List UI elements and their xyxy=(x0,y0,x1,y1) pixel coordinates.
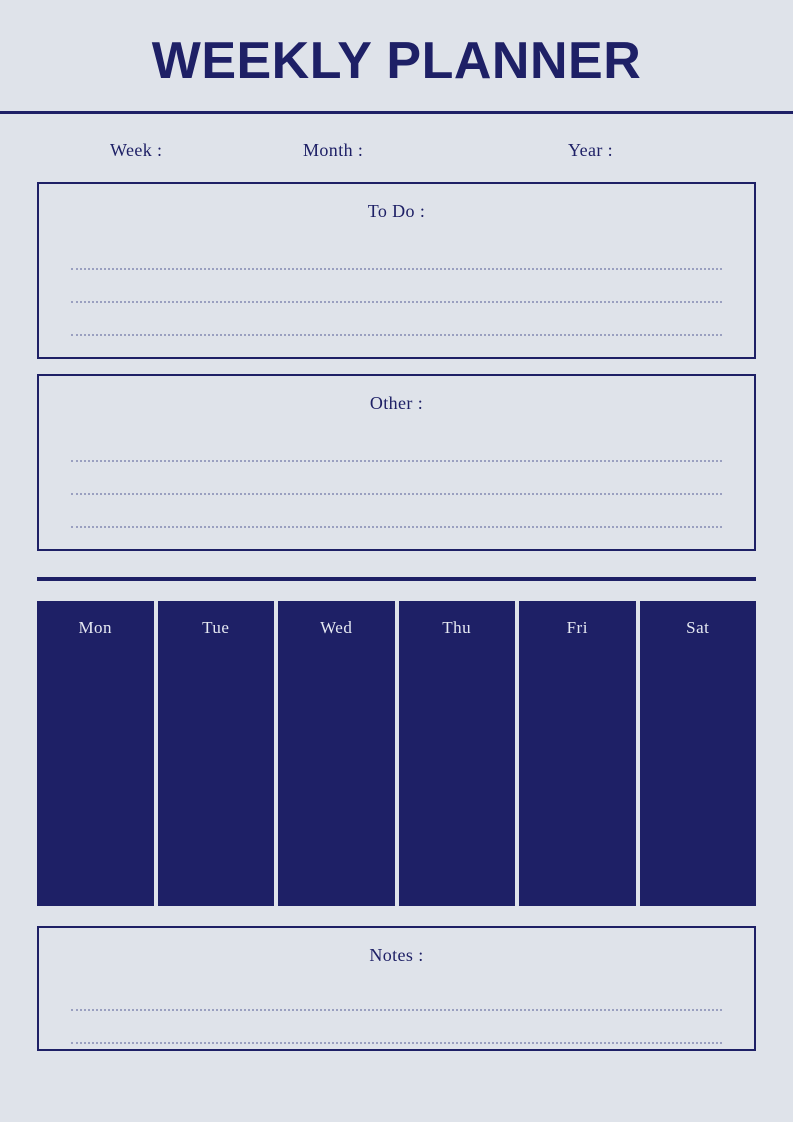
day-label: Thu xyxy=(442,617,472,637)
other-lines[interactable] xyxy=(39,414,754,528)
day-label: Sat xyxy=(686,617,710,637)
month-label: Month : xyxy=(303,139,364,160)
section-divider xyxy=(37,577,756,581)
day-label: Mon xyxy=(78,617,113,637)
write-line[interactable] xyxy=(71,1011,722,1044)
write-line[interactable] xyxy=(71,270,722,303)
todo-lines[interactable] xyxy=(39,222,754,336)
month-field[interactable] xyxy=(235,140,428,161)
todo-box[interactable] xyxy=(37,182,756,359)
year-field[interactable] xyxy=(428,140,693,161)
notes-label: Notes : xyxy=(369,944,424,965)
day-column-mon[interactable] xyxy=(37,601,154,906)
write-line[interactable] xyxy=(71,237,722,270)
todo-label: To Do : xyxy=(367,200,426,221)
write-line[interactable] xyxy=(71,429,722,462)
write-line[interactable] xyxy=(71,462,722,495)
other-label: Other : xyxy=(369,392,424,413)
day-label: Fri xyxy=(566,617,588,637)
day-column-thu[interactable] xyxy=(399,601,516,906)
day-label: Wed xyxy=(320,617,353,637)
day-label: Tue xyxy=(202,617,230,637)
title-area xyxy=(0,0,793,89)
other-box[interactable] xyxy=(37,374,756,551)
year-label: Year : xyxy=(568,139,614,160)
day-column-tue[interactable] xyxy=(158,601,275,906)
meta-row xyxy=(0,140,793,161)
title-divider xyxy=(0,111,793,114)
day-column-wed[interactable] xyxy=(278,601,395,906)
day-column-fri[interactable] xyxy=(519,601,636,906)
week-label: Week : xyxy=(110,139,163,160)
write-line[interactable] xyxy=(71,495,722,528)
write-line[interactable] xyxy=(71,303,722,336)
notes-lines[interactable] xyxy=(39,966,754,1044)
notes-box[interactable] xyxy=(37,926,756,1051)
page-title: WEEKLY PLANNER xyxy=(151,32,642,90)
days-grid xyxy=(37,601,756,906)
write-line[interactable] xyxy=(71,978,722,1011)
day-column-sat[interactable] xyxy=(640,601,757,906)
week-field[interactable] xyxy=(110,140,235,161)
